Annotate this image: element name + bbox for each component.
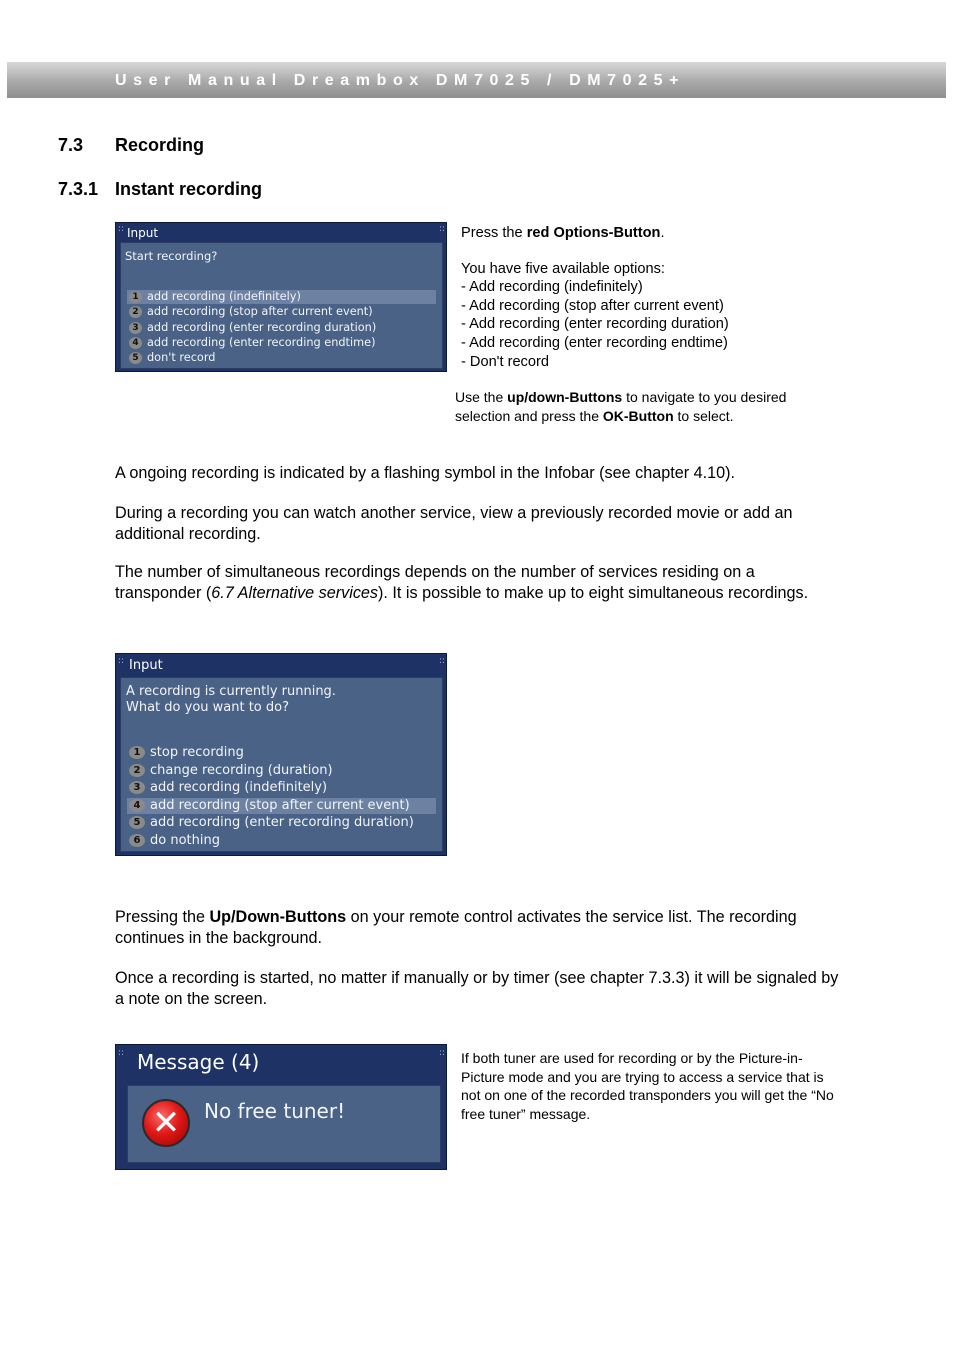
option-bullet: - Add recording (enter recording duration) [461,316,729,333]
option-number-badge: 6 [129,834,145,847]
option-number-badge: 5 [129,816,145,829]
option-item[interactable] [127,321,436,335]
paragraph-service-list: Pressing the Up/Down-Buttons on your remote control activates the service list. The recording continues in the background. [115,908,797,947]
title-grip-left: :: [118,224,125,234]
dialog-question: Start recording? [125,249,218,263]
paragraph-watch-another: During a recording you can watch another service, view a previously recorded movie or add an additional recording. [115,504,793,543]
option-number-badge: 2 [129,306,142,318]
option-item[interactable] [127,763,436,779]
option-item[interactable] [127,833,436,849]
option-item[interactable] [127,815,436,831]
paragraph-simultaneous: The number of simultaneous recordings depends on the number of services residing on a transponder (6.7 Alternative services). It is possible to make up to eight simultaneous recordings. [115,563,809,602]
start-recording-dialog-screenshot [115,222,447,372]
title-grip-left: :: [118,1048,125,1058]
option-label: add recording (enter recording duration) [150,815,414,830]
option-item[interactable] [127,305,436,319]
option-number-badge: 3 [129,322,142,334]
dialog-line-2: What do you want to do? [126,700,290,715]
option-label: add recording (indefinitely) [147,290,301,303]
option-number-badge: 4 [129,799,145,812]
options-bullet-list [461,278,861,371]
options-intro: You have five available options: [461,260,665,277]
link-alternative-services: 6.7 Alternative services [211,583,379,602]
dialog-title: Message (4) [137,1050,260,1074]
title-grip-right: :: [439,224,446,234]
dialog-line-1: A recording is currently running. [126,684,336,699]
navigation-instruction: Use the up/down-Buttons to navigate to you desired selection and press the OK-Button to select. [455,389,787,424]
option-item[interactable] [127,798,436,814]
option-number-badge: 1 [129,746,145,759]
paragraph-infobar: A ongoing recording is indicated by a flashing symbol in the Infobar (see chapter 4.10). [115,464,735,482]
dialog-title: Input [129,658,163,673]
dialog-message: No free tuner! [204,1099,346,1123]
option-bullet: - Add recording (indefinitely) [461,279,643,296]
dialog-title: Input [127,226,159,240]
no-free-tuner-dialog-screenshot [115,1044,447,1170]
option-item[interactable] [127,336,436,350]
title-grip-right: :: [439,656,446,666]
option-bullet: - Add recording (stop after current event) [461,297,724,314]
option-bullet: - Don't record [461,353,549,370]
option-item[interactable] [127,351,436,365]
subsection-title: Instant recording [115,179,263,199]
option-label: don't record [147,351,216,365]
dialog-body [120,677,443,852]
header-title: User Manual Dreambox DM7025 / DM7025+ [115,72,686,89]
option-label: stop recording [150,745,244,760]
option-label: add recording (stop after current event) [147,305,373,319]
option-number-badge: 5 [129,352,142,364]
dialog-body [127,1085,441,1163]
option-bullet: - Add recording (enter recording endtime) [461,334,728,351]
press-instruction: Press the red Options-Button. [461,225,665,241]
paragraph-note-on-screen: Once a recording is started, no matter if manually or by timer (see chapter 7.3.3) it will be signaled by a note on the screen. [115,969,839,1008]
title-grip-right: :: [439,1048,446,1058]
option-number-badge: 3 [129,781,145,794]
option-label: add recording (stop after current event) [150,797,410,813]
no-free-tuner-description: If both tuner are used for recording or by the Picture-in-Picture mode and you are trying to access a service that is not on one of the recorded transponders you will get the “No free tuner” message. [461,1050,834,1122]
option-number-badge: 2 [129,764,145,777]
recording-running-dialog-screenshot [115,653,447,856]
dialog-body [120,242,443,369]
error-x-icon: ✕ [142,1099,190,1147]
section-number: 7.3 [58,135,84,155]
options-description [461,224,861,371]
option-item[interactable] [127,780,436,796]
subsection-number: 7.3.1 [58,179,99,199]
option-item[interactable] [127,745,436,761]
option-number-badge: 1 [129,291,142,303]
option-label: add recording (enter recording duration) [147,320,377,334]
option-label: change recording (duration) [150,762,333,778]
header-bar [7,62,946,98]
option-number-badge: 4 [129,337,142,349]
option-label: add recording (enter recording endtime) [147,335,376,349]
option-label: add recording (indefinitely) [150,780,328,795]
option-label: do nothing [150,832,220,848]
section-title: Recording [115,135,205,155]
option-item[interactable] [127,290,436,304]
title-grip-left: :: [118,656,125,666]
